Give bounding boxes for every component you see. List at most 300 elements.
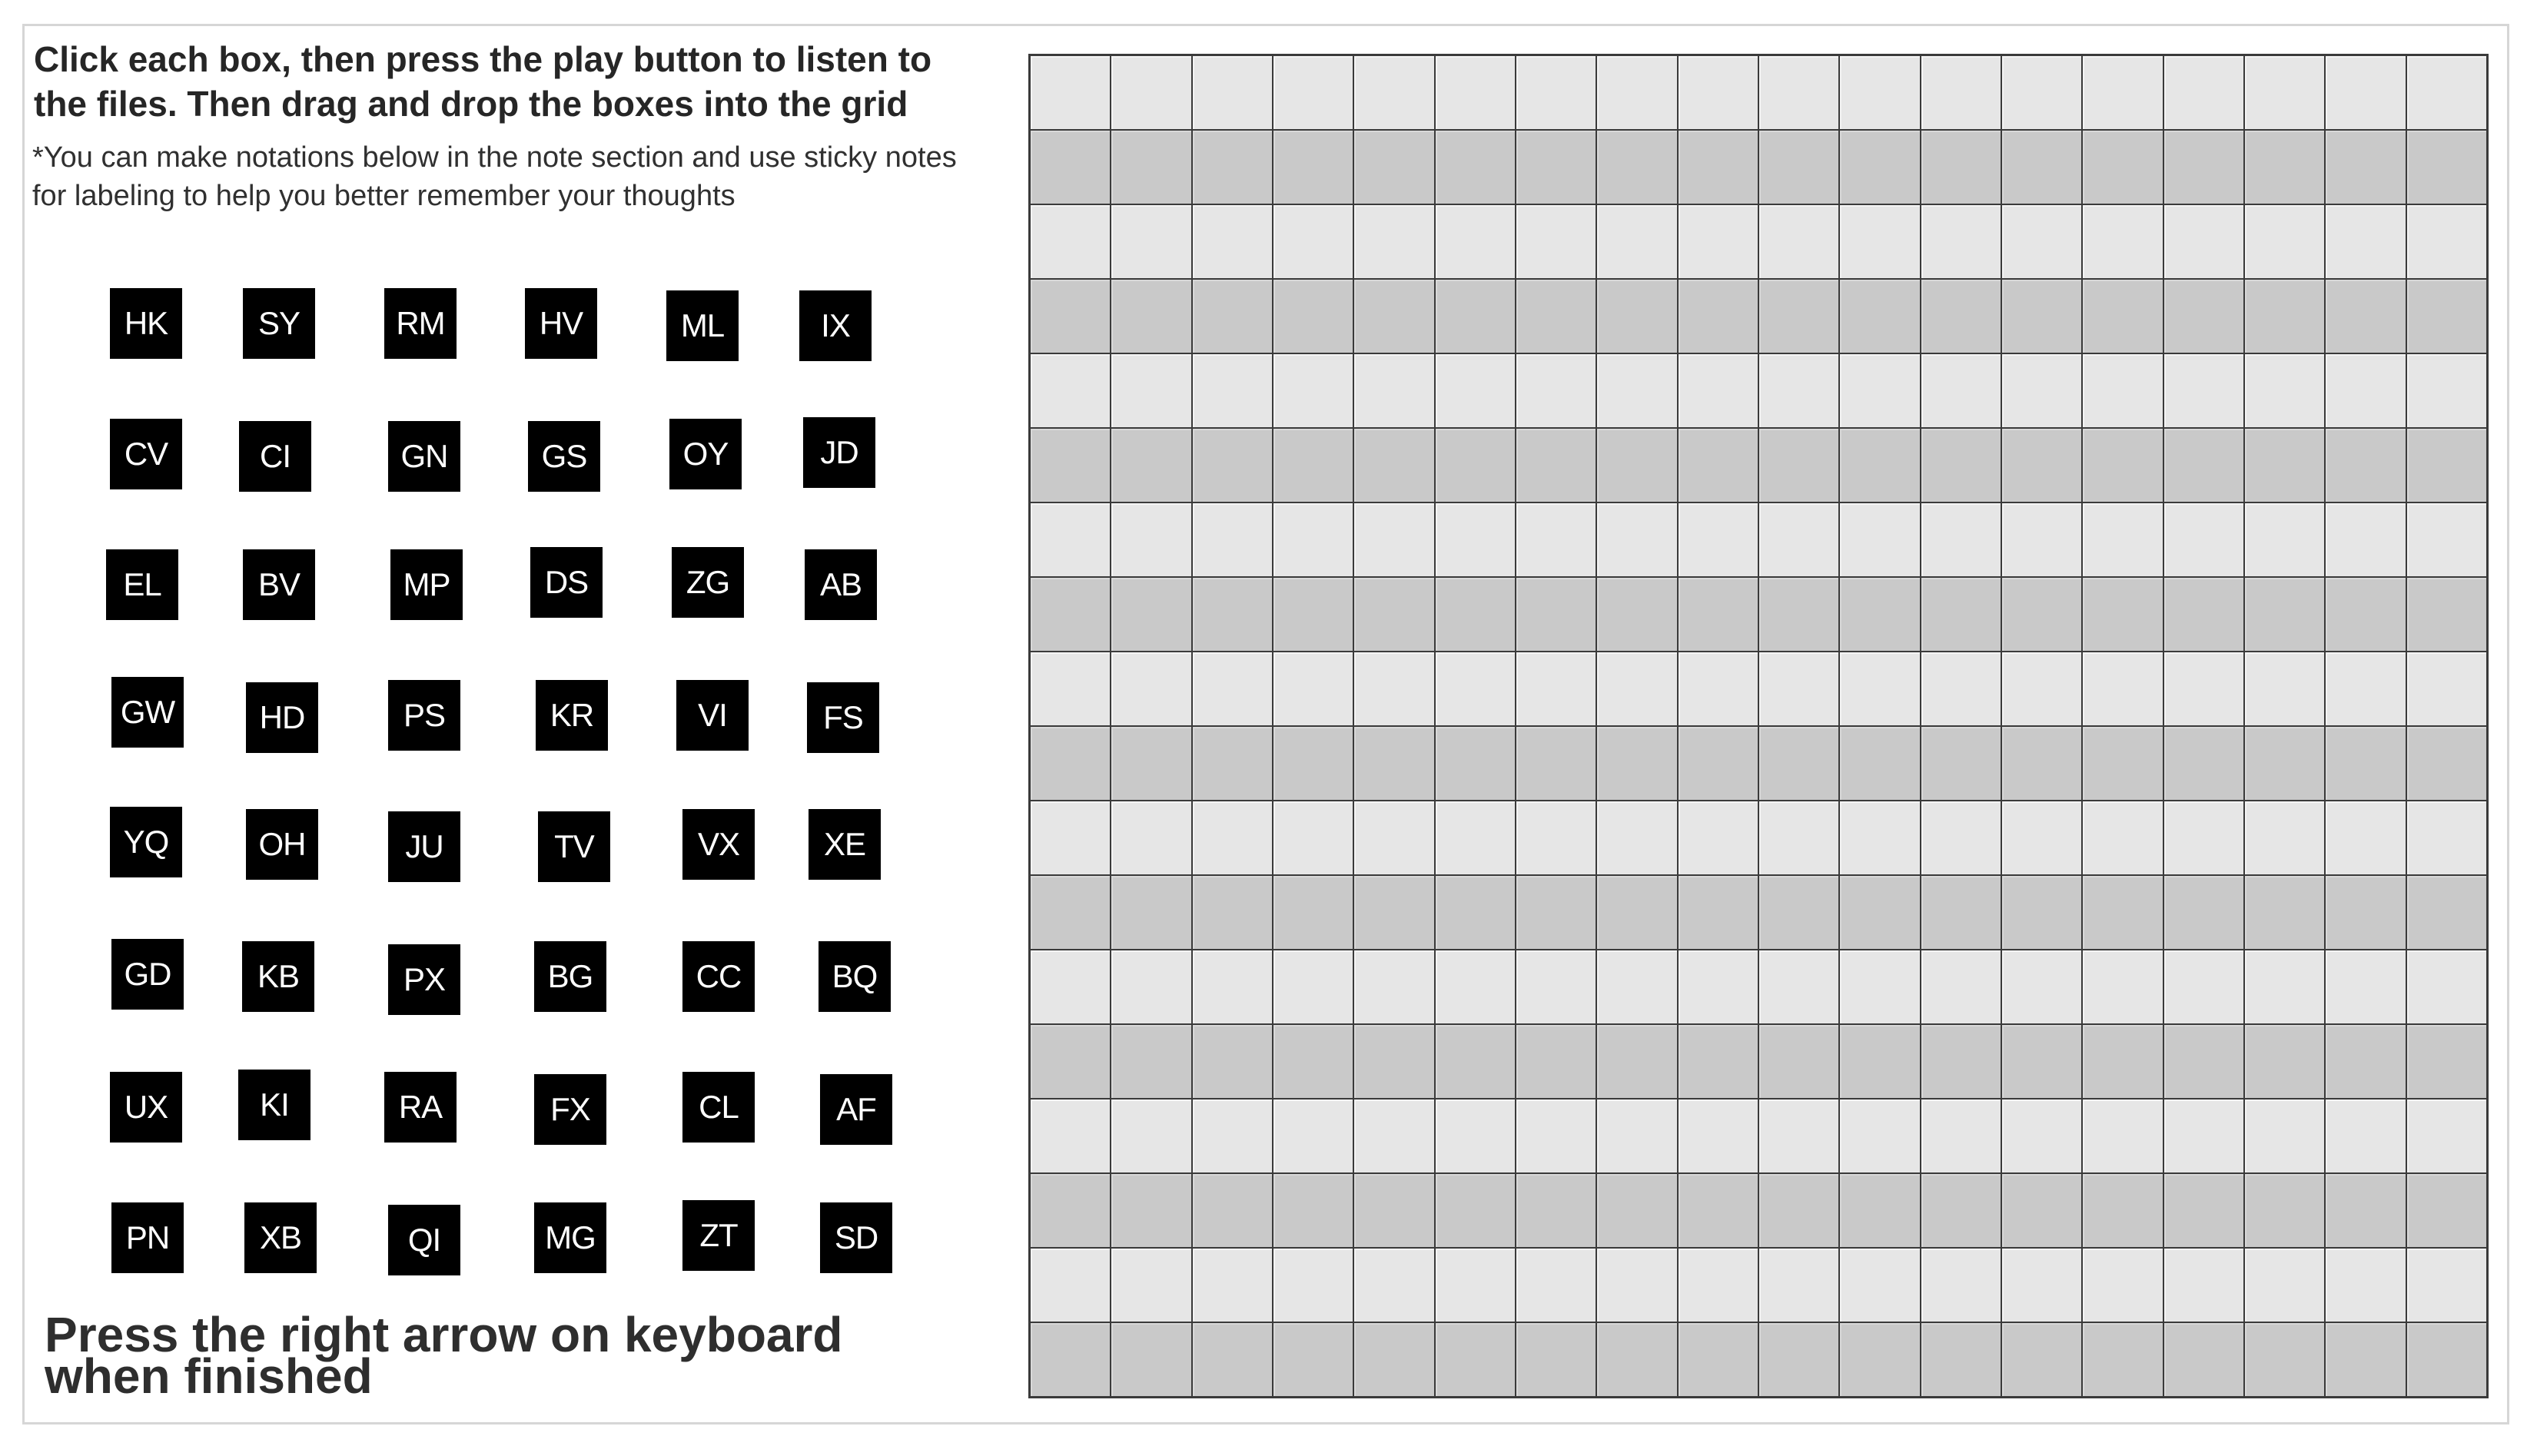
sound-box-cl[interactable]: CL (682, 1072, 755, 1143)
grid-cell[interactable] (1597, 1249, 1676, 1322)
grid-cell[interactable] (2407, 578, 2486, 651)
grid-cell[interactable] (1921, 503, 2001, 576)
grid-cell[interactable] (1921, 1323, 2001, 1396)
grid-cell[interactable] (1436, 354, 1515, 427)
grid-cell[interactable] (2245, 727, 2324, 800)
sound-box-vx[interactable]: VX (682, 809, 755, 880)
grid-cell[interactable] (1111, 1323, 1190, 1396)
sound-box-zg[interactable]: ZG (672, 547, 744, 618)
grid-cell[interactable] (1193, 876, 1272, 949)
grid-cell[interactable] (1111, 727, 1190, 800)
grid-cell[interactable] (2002, 280, 2081, 353)
grid-cell[interactable] (1031, 429, 1110, 502)
grid-cell[interactable] (2002, 354, 2081, 427)
grid-cell[interactable] (1273, 429, 1353, 502)
grid-cell[interactable] (1679, 56, 1758, 129)
grid-cell[interactable] (1031, 578, 1110, 651)
sound-box-kr[interactable]: KR (536, 680, 608, 751)
grid-cell[interactable] (2002, 1323, 2081, 1396)
grid-cell[interactable] (1516, 1249, 1596, 1322)
grid-cell[interactable] (1679, 354, 1758, 427)
grid-cell[interactable] (2245, 801, 2324, 874)
sound-box-zt[interactable]: ZT (682, 1200, 755, 1271)
grid-cell[interactable] (1597, 950, 1676, 1023)
grid-cell[interactable] (1679, 280, 1758, 353)
sound-box-gd[interactable]: GD (111, 939, 184, 1010)
grid-cell[interactable] (1436, 1099, 1515, 1172)
grid-cell[interactable] (1921, 1025, 2001, 1098)
grid-cell[interactable] (1597, 652, 1676, 725)
sound-box-qi[interactable]: QI (388, 1205, 460, 1275)
grid-cell[interactable] (2164, 429, 2243, 502)
grid-cell[interactable] (1597, 1025, 1676, 1098)
grid-cell[interactable] (1436, 1323, 1515, 1396)
grid-cell[interactable] (1679, 950, 1758, 1023)
sound-box-kb[interactable]: KB (242, 941, 314, 1012)
grid-cell[interactable] (2326, 578, 2405, 651)
grid-cell[interactable] (1679, 652, 1758, 725)
sound-box-jd[interactable]: JD (803, 417, 875, 488)
grid-cell[interactable] (1597, 131, 1676, 204)
grid-cell[interactable] (1273, 354, 1353, 427)
grid-cell[interactable] (2407, 1249, 2486, 1322)
grid-cell[interactable] (1516, 503, 1596, 576)
grid-cell[interactable] (2245, 354, 2324, 427)
grid-cell[interactable] (2002, 652, 2081, 725)
grid-cell[interactable] (1436, 1174, 1515, 1247)
grid-cell[interactable] (2164, 950, 2243, 1023)
grid-cell[interactable] (1354, 280, 1433, 353)
grid-cell[interactable] (1516, 429, 1596, 502)
sound-box-pn[interactable]: PN (111, 1202, 184, 1273)
sound-box-el[interactable]: EL (106, 549, 178, 620)
grid-cell[interactable] (1840, 950, 1919, 1023)
grid-cell[interactable] (2326, 1099, 2405, 1172)
sound-box-oy[interactable]: OY (669, 419, 742, 489)
grid-cell[interactable] (1921, 876, 2001, 949)
grid-cell[interactable] (1516, 56, 1596, 129)
grid-cell[interactable] (1031, 56, 1110, 129)
grid-cell[interactable] (1354, 801, 1433, 874)
grid-cell[interactable] (1031, 1174, 1110, 1247)
grid-cell[interactable] (1193, 727, 1272, 800)
grid-cell[interactable] (2407, 801, 2486, 874)
grid-cell[interactable] (1111, 1174, 1190, 1247)
grid-cell[interactable] (1354, 205, 1433, 278)
grid-cell[interactable] (2164, 503, 2243, 576)
grid-cell[interactable] (1031, 652, 1110, 725)
grid-cell[interactable] (1679, 1025, 1758, 1098)
grid-cell[interactable] (1759, 1099, 1838, 1172)
sound-box-bq[interactable]: BQ (819, 941, 891, 1012)
grid-cell[interactable] (1516, 1174, 1596, 1247)
grid-cell[interactable] (1516, 578, 1596, 651)
grid-cell[interactable] (2407, 1025, 2486, 1098)
grid-cell[interactable] (1354, 950, 1433, 1023)
grid-cell[interactable] (2326, 354, 2405, 427)
grid-cell[interactable] (1516, 876, 1596, 949)
grid-cell[interactable] (1031, 1099, 1110, 1172)
grid-cell[interactable] (1273, 652, 1353, 725)
grid-cell[interactable] (1354, 503, 1433, 576)
grid-cell[interactable] (1193, 56, 1272, 129)
grid-cell[interactable] (2245, 280, 2324, 353)
grid-cell[interactable] (2407, 652, 2486, 725)
grid-cell[interactable] (1193, 1025, 1272, 1098)
grid-cell[interactable] (2164, 1249, 2243, 1322)
grid-cell[interactable] (2245, 1099, 2324, 1172)
grid-cell[interactable] (1516, 205, 1596, 278)
grid-cell[interactable] (1759, 205, 1838, 278)
sound-box-ju[interactable]: JU (388, 811, 460, 882)
grid-cell[interactable] (2002, 131, 2081, 204)
grid-cell[interactable] (2164, 578, 2243, 651)
grid-cell[interactable] (1354, 876, 1433, 949)
grid-cell[interactable] (1759, 652, 1838, 725)
grid-cell[interactable] (2164, 354, 2243, 427)
sound-box-vi[interactable]: VI (676, 680, 749, 751)
grid-cell[interactable] (2245, 503, 2324, 576)
grid-cell[interactable] (2407, 950, 2486, 1023)
grid-cell[interactable] (1273, 280, 1353, 353)
grid-cell[interactable] (2407, 503, 2486, 576)
grid-cell[interactable] (1193, 1249, 1272, 1322)
grid-cell[interactable] (1436, 280, 1515, 353)
sound-box-ix[interactable]: IX (799, 290, 872, 361)
grid-cell[interactable] (1679, 876, 1758, 949)
grid-cell[interactable] (1193, 578, 1272, 651)
grid-cell[interactable] (1840, 1323, 1919, 1396)
sound-box-gs[interactable]: GS (528, 421, 600, 492)
grid-cell[interactable] (2083, 131, 2162, 204)
grid-cell[interactable] (1679, 1249, 1758, 1322)
grid-cell[interactable] (1759, 1174, 1838, 1247)
grid-cell[interactable] (2407, 1099, 2486, 1172)
grid-cell[interactable] (1111, 876, 1190, 949)
grid-cell[interactable] (1436, 131, 1515, 204)
grid-cell[interactable] (2407, 1174, 2486, 1247)
grid-cell[interactable] (1354, 1099, 1433, 1172)
grid-cell[interactable] (1840, 876, 1919, 949)
grid-cell[interactable] (1193, 280, 1272, 353)
grid-cell[interactable] (1840, 1174, 1919, 1247)
grid-cell[interactable] (1679, 503, 1758, 576)
sound-box-ra[interactable]: RA (384, 1072, 457, 1143)
grid-cell[interactable] (1597, 354, 1676, 427)
grid-cell[interactable] (1354, 652, 1433, 725)
sound-box-ds[interactable]: DS (530, 547, 603, 618)
grid-cell[interactable] (2002, 1025, 2081, 1098)
grid-cell[interactable] (1031, 354, 1110, 427)
grid-cell[interactable] (1031, 876, 1110, 949)
grid-cell[interactable] (1759, 354, 1838, 427)
grid-cell[interactable] (1273, 503, 1353, 576)
grid-cell[interactable] (1921, 131, 2001, 204)
grid-cell[interactable] (1840, 727, 1919, 800)
grid-cell[interactable] (1111, 1099, 1190, 1172)
grid-cell[interactable] (2245, 1174, 2324, 1247)
grid-cell[interactable] (1759, 801, 1838, 874)
grid-cell[interactable] (2245, 876, 2324, 949)
sound-box-cv[interactable]: CV (110, 419, 182, 489)
grid-cell[interactable] (1921, 280, 2001, 353)
grid-cell[interactable] (1354, 354, 1433, 427)
grid-cell[interactable] (1679, 1174, 1758, 1247)
grid-cell[interactable] (1436, 429, 1515, 502)
sound-box-cc[interactable]: CC (682, 941, 755, 1012)
grid-cell[interactable] (1273, 1174, 1353, 1247)
grid-cell[interactable] (1921, 1099, 2001, 1172)
grid-cell[interactable] (1193, 1323, 1272, 1396)
sound-box-mg[interactable]: MG (534, 1202, 606, 1273)
grid-cell[interactable] (1354, 1249, 1433, 1322)
grid-cell[interactable] (1273, 205, 1353, 278)
grid-cell[interactable] (2002, 503, 2081, 576)
grid-cell[interactable] (1921, 205, 2001, 278)
grid-cell[interactable] (1759, 1249, 1838, 1322)
grid-cell[interactable] (2326, 503, 2405, 576)
grid-cell[interactable] (2326, 1249, 2405, 1322)
grid-cell[interactable] (1354, 1323, 1433, 1396)
grid-cell[interactable] (2245, 950, 2324, 1023)
grid-cell[interactable] (1111, 1249, 1190, 1322)
grid-cell[interactable] (1516, 727, 1596, 800)
grid-cell[interactable] (2245, 578, 2324, 651)
grid-cell[interactable] (1273, 578, 1353, 651)
sound-box-tv[interactable]: TV (538, 811, 610, 882)
grid-cell[interactable] (1273, 876, 1353, 949)
grid-cell[interactable] (1111, 280, 1190, 353)
grid-cell[interactable] (1921, 652, 2001, 725)
grid-cell[interactable] (2407, 727, 2486, 800)
grid-cell[interactable] (1516, 1323, 1596, 1396)
grid-cell[interactable] (1111, 950, 1190, 1023)
grid-cell[interactable] (1031, 503, 1110, 576)
grid-cell[interactable] (2164, 56, 2243, 129)
grid-cell[interactable] (1921, 1249, 2001, 1322)
grid-cell[interactable] (1436, 1249, 1515, 1322)
grid-cell[interactable] (2326, 727, 2405, 800)
grid-cell[interactable] (1436, 652, 1515, 725)
grid-cell[interactable] (2326, 801, 2405, 874)
grid-cell[interactable] (2164, 1323, 2243, 1396)
grid-cell[interactable] (1273, 56, 1353, 129)
grid-cell[interactable] (1193, 429, 1272, 502)
grid-cell[interactable] (2002, 1099, 2081, 1172)
grid-cell[interactable] (2326, 1323, 2405, 1396)
grid-cell[interactable] (1759, 578, 1838, 651)
grid-cell[interactable] (2083, 950, 2162, 1023)
grid-cell[interactable] (1436, 56, 1515, 129)
grid-cell[interactable] (2164, 876, 2243, 949)
grid-cell[interactable] (1840, 354, 1919, 427)
grid-cell[interactable] (1840, 131, 1919, 204)
grid-cell[interactable] (2245, 652, 2324, 725)
grid-cell[interactable] (2164, 131, 2243, 204)
grid-cell[interactable] (1679, 131, 1758, 204)
grid-cell[interactable] (1597, 1174, 1676, 1247)
grid-cell[interactable] (1193, 652, 1272, 725)
grid-cell[interactable] (2164, 280, 2243, 353)
grid-cell[interactable] (2245, 1025, 2324, 1098)
grid-cell[interactable] (1516, 280, 1596, 353)
grid-cell[interactable] (1031, 727, 1110, 800)
grid-cell[interactable] (1597, 503, 1676, 576)
grid-cell[interactable] (2407, 1323, 2486, 1396)
grid-cell[interactable] (2002, 1174, 2081, 1247)
grid-cell[interactable] (1031, 1249, 1110, 1322)
grid-cell[interactable] (1193, 205, 1272, 278)
grid-cell[interactable] (1597, 801, 1676, 874)
grid-cell[interactable] (2083, 801, 2162, 874)
grid-cell[interactable] (1759, 1323, 1838, 1396)
grid-cell[interactable] (1597, 876, 1676, 949)
grid-cell[interactable] (1679, 1099, 1758, 1172)
grid-cell[interactable] (1111, 652, 1190, 725)
grid-cell[interactable] (1111, 131, 1190, 204)
grid-cell[interactable] (1031, 205, 1110, 278)
grid-cell[interactable] (2002, 727, 2081, 800)
grid-cell[interactable] (2245, 131, 2324, 204)
grid-cell[interactable] (1759, 280, 1838, 353)
grid-cell[interactable] (1354, 429, 1433, 502)
sound-box-xb[interactable]: XB (244, 1202, 317, 1273)
grid-cell[interactable] (1840, 1249, 1919, 1322)
sound-box-bg[interactable]: BG (534, 941, 606, 1012)
grid-cell[interactable] (1597, 727, 1676, 800)
grid-cell[interactable] (2083, 727, 2162, 800)
grid-cell[interactable] (1921, 354, 2001, 427)
grid-cell[interactable] (1193, 1099, 1272, 1172)
grid-cell[interactable] (2407, 280, 2486, 353)
grid-cell[interactable] (1273, 727, 1353, 800)
grid-cell[interactable] (1759, 503, 1838, 576)
sound-box-xe[interactable]: XE (809, 809, 881, 880)
grid-cell[interactable] (2002, 56, 2081, 129)
grid-cell[interactable] (1921, 1174, 2001, 1247)
sound-box-sd[interactable]: SD (820, 1202, 892, 1273)
sound-box-px[interactable]: PX (388, 944, 460, 1015)
grid-cell[interactable] (1597, 1099, 1676, 1172)
grid-cell[interactable] (1840, 429, 1919, 502)
grid-cell[interactable] (1840, 801, 1919, 874)
grid-cell[interactable] (1759, 1025, 1838, 1098)
grid-cell[interactable] (2164, 205, 2243, 278)
grid-cell[interactable] (2407, 429, 2486, 502)
grid-cell[interactable] (1111, 205, 1190, 278)
grid-cell[interactable] (1840, 652, 1919, 725)
grid-cell[interactable] (2083, 1025, 2162, 1098)
grid-cell[interactable] (2083, 280, 2162, 353)
grid-cell[interactable] (1597, 429, 1676, 502)
grid-cell[interactable] (1597, 205, 1676, 278)
grid-cell[interactable] (1193, 801, 1272, 874)
grid-cell[interactable] (1436, 205, 1515, 278)
grid-cell[interactable] (2326, 652, 2405, 725)
grid-cell[interactable] (1759, 876, 1838, 949)
grid-cell[interactable] (1193, 354, 1272, 427)
grid-cell[interactable] (2326, 1174, 2405, 1247)
sound-box-yq[interactable]: YQ (110, 807, 182, 877)
grid-cell[interactable] (1193, 131, 1272, 204)
grid-cell[interactable] (1273, 801, 1353, 874)
grid-cell[interactable] (2245, 1249, 2324, 1322)
grid-cell[interactable] (1354, 1025, 1433, 1098)
grid-cell[interactable] (1759, 131, 1838, 204)
grid-cell[interactable] (1516, 950, 1596, 1023)
grid-cell[interactable] (2002, 429, 2081, 502)
grid-cell[interactable] (2407, 131, 2486, 204)
grid-cell[interactable] (1516, 801, 1596, 874)
grid-cell[interactable] (1840, 1025, 1919, 1098)
sound-box-mp[interactable]: MP (390, 549, 463, 620)
sound-box-ux[interactable]: UX (110, 1072, 182, 1143)
sound-box-bv[interactable]: BV (243, 549, 315, 620)
grid-cell[interactable] (2164, 727, 2243, 800)
grid-cell[interactable] (2002, 950, 2081, 1023)
grid-cell[interactable] (1273, 1323, 1353, 1396)
grid-cell[interactable] (1921, 429, 2001, 502)
grid-cell[interactable] (1111, 578, 1190, 651)
sound-box-ki[interactable]: KI (238, 1070, 310, 1140)
grid-cell[interactable] (2083, 578, 2162, 651)
grid-cell[interactable] (1436, 727, 1515, 800)
grid-cell[interactable] (1516, 131, 1596, 204)
sound-box-ci[interactable]: CI (239, 421, 311, 492)
grid-cell[interactable] (2164, 801, 2243, 874)
grid-cell[interactable] (1111, 354, 1190, 427)
grid-cell[interactable] (2407, 205, 2486, 278)
grid-cell[interactable] (1354, 727, 1433, 800)
grid-cell[interactable] (2326, 280, 2405, 353)
grid-cell[interactable] (1031, 280, 1110, 353)
grid-cell[interactable] (1354, 131, 1433, 204)
grid-cell[interactable] (1840, 280, 1919, 353)
grid-cell[interactable] (1031, 131, 1110, 204)
grid-cell[interactable] (2002, 1249, 2081, 1322)
grid-cell[interactable] (2164, 1025, 2243, 1098)
grid-cell[interactable] (1759, 56, 1838, 129)
grid-cell[interactable] (1840, 56, 1919, 129)
grid-cell[interactable] (1436, 1025, 1515, 1098)
grid-cell[interactable] (2326, 205, 2405, 278)
grid-cell[interactable] (1516, 1025, 1596, 1098)
grid-cell[interactable] (1679, 429, 1758, 502)
grid-cell[interactable] (1921, 56, 2001, 129)
grid-cell[interactable] (1111, 429, 1190, 502)
grid-cell[interactable] (1111, 56, 1190, 129)
sound-box-hk[interactable]: HK (110, 288, 182, 359)
grid-cell[interactable] (2245, 1323, 2324, 1396)
grid-cell[interactable] (2407, 354, 2486, 427)
grid-cell[interactable] (1354, 578, 1433, 651)
grid-cell[interactable] (1273, 1249, 1353, 1322)
grid-cell[interactable] (1679, 205, 1758, 278)
grid-cell[interactable] (2083, 652, 2162, 725)
sound-box-ps[interactable]: PS (388, 680, 460, 751)
grid-cell[interactable] (1679, 727, 1758, 800)
grid-cell[interactable] (2326, 56, 2405, 129)
grid-cell[interactable] (2083, 1249, 2162, 1322)
grid-cell[interactable] (1436, 503, 1515, 576)
grid-cell[interactable] (1679, 801, 1758, 874)
grid-cell[interactable] (2245, 56, 2324, 129)
grid-cell[interactable] (2083, 429, 2162, 502)
grid-cell[interactable] (2245, 429, 2324, 502)
sound-box-fx[interactable]: FX (534, 1074, 606, 1145)
sound-box-gn[interactable]: GN (388, 421, 460, 492)
grid-cell[interactable] (2083, 56, 2162, 129)
